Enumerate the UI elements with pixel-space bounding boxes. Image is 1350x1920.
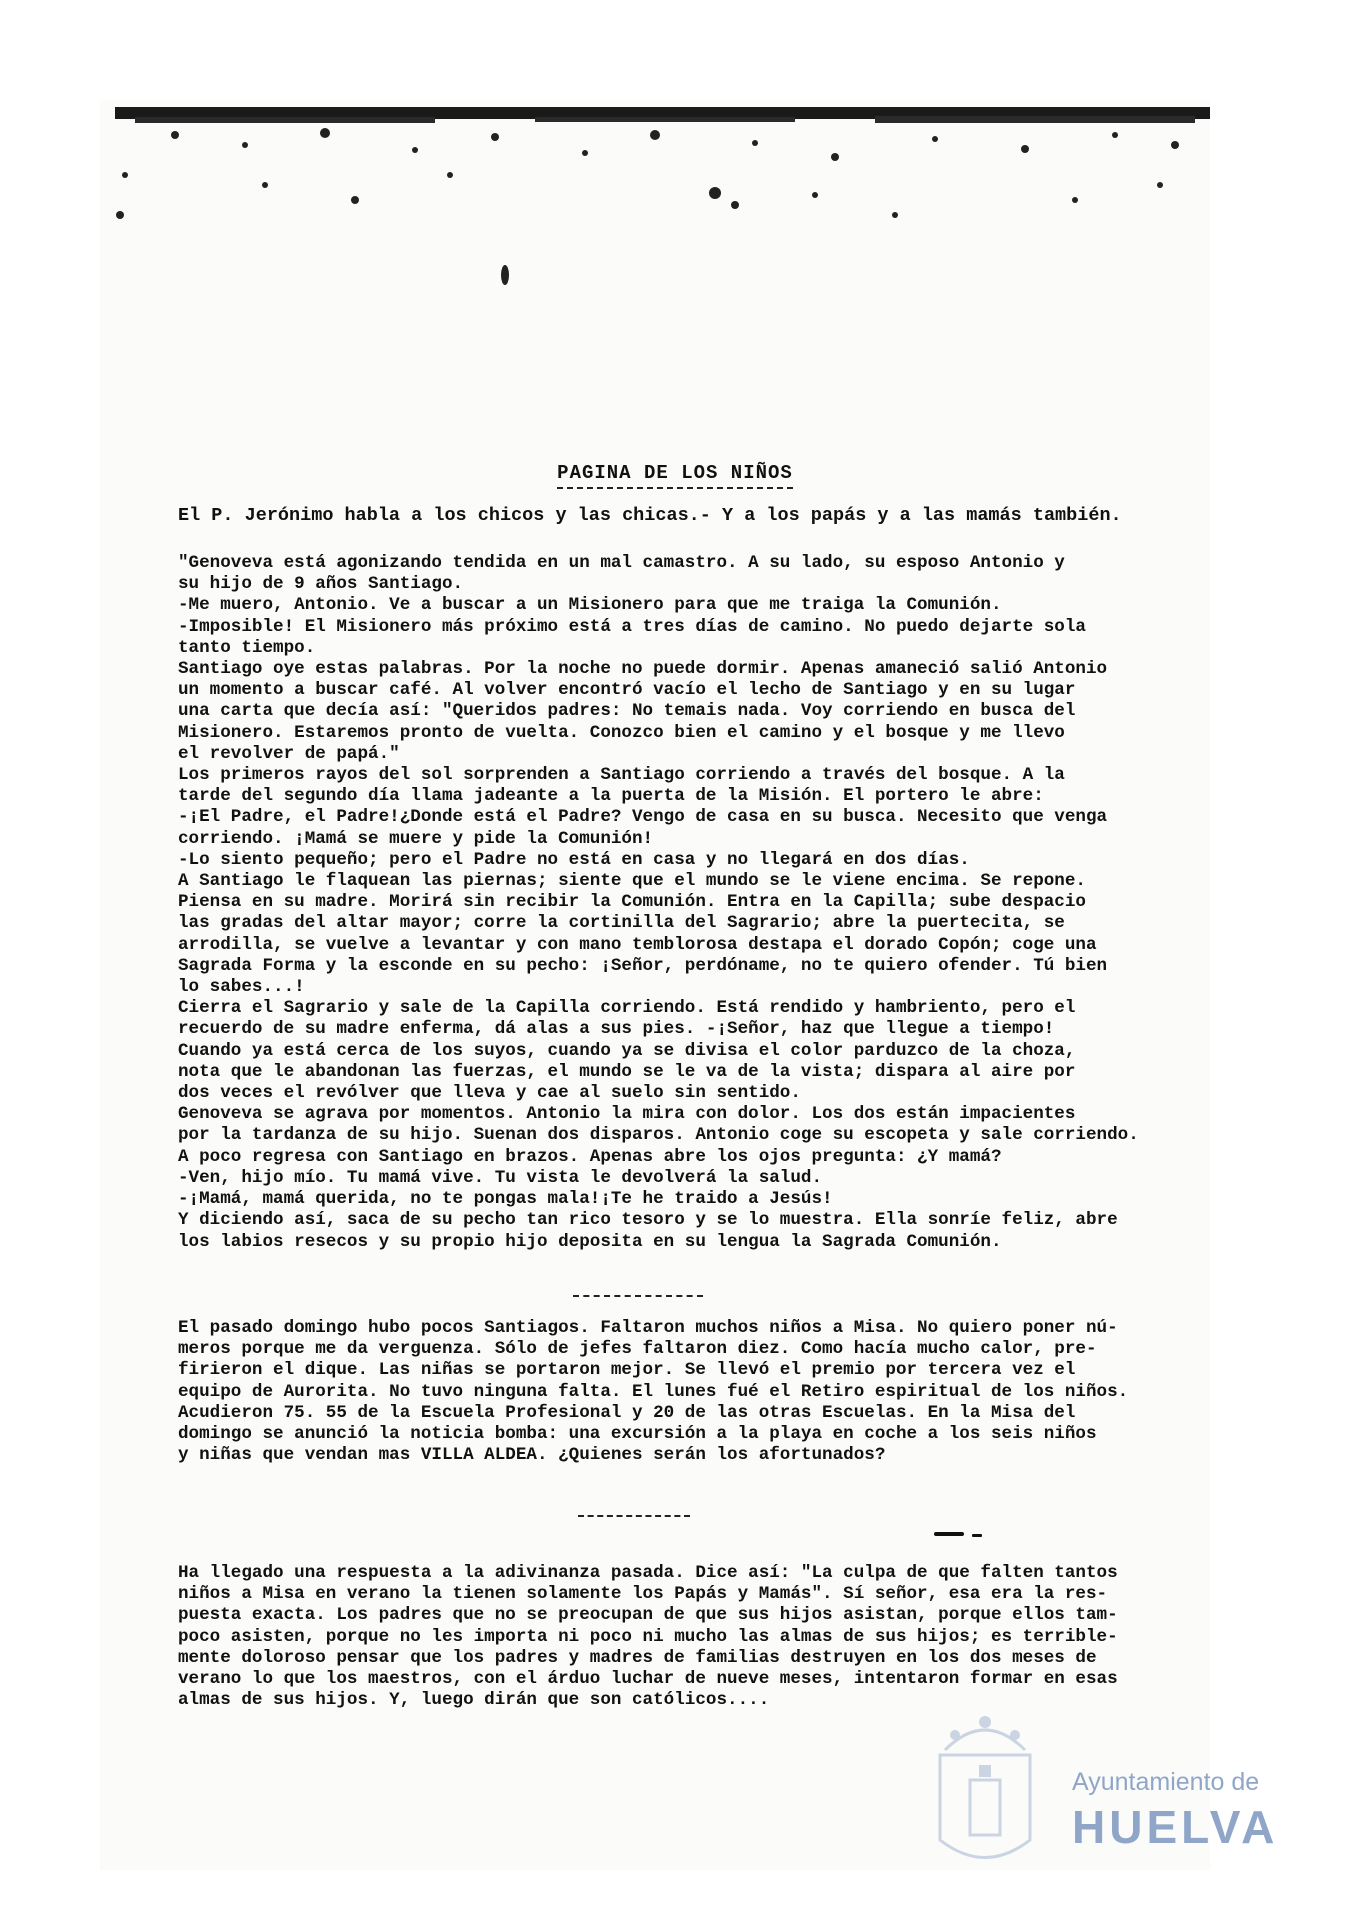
scan-noise-header: [115, 105, 1210, 285]
separator-2: [578, 1515, 690, 1517]
page-subtitle: El P. Jerónimo habla a los chicos y las chicas.- Y a los papás y a las mamás también.: [178, 505, 1122, 526]
story-text: "Genoveva está agonizando tendida en un mal camastro. A su lado, su esposo Antonio y su hijo de 9 años Santiago. -Me muero, Antonio. Ve a buscar a un Misionero para que me traiga la Comunión. -Imposible! El Misionero más próximo está a tres días de camino. No puedo dejarte sola tanto tiempo. Santiago oye estas palabras. Por la noche no puede dormir. Apenas amaneció salió Antonio un momento a buscar café. Al volver encontró vacío el lecho de Santiago y en su lugar una carta que decía así: "Queridos padres: No temais nada. Voy corriendo en busca del Misionero. Estaremos pronto de vuelta. Conozco bien el camino y el bosque y me llevo el revolver de papá." Los primeros rayos del sol sorprenden a Santiago corriendo a través del bosque. A la tarde del segundo día llama jadeante a la puerta de la Misión. El portero le abre: -¡El Padre, el Padre!¿Donde está el Padre? Vengo de casa en su busca. Necesito que venga corriendo. ¡Mamá se muere y pide la Comunión! -Lo siento pequeño; pero el Padre no está en casa y no llegará en dos días. A Santiago le flaquean las piernas; siente que el mundo se le viene encima. Se repone. Piensa en su madre. Morirá sin recibir la Comunión. Entra en la Capilla; sube despacio las gradas del altar mayor; corre la cortinilla del Sagrario; abre la puertecita, se arrodilla, se vuelve a levantar y con mano temblorosa destapa el dorado Copón; coge una Sagrada Forma y la esconde en su pecho: ¡Señor, perdóname, no te quiero ofender. Tú bien lo sabes...! Cierra el Sagrario y sale de la Capilla corriendo. Está rendido y hambriento, pero el recuerdo de su madre enferma, dá alas a sus pies. -¡Señor, haz que llegue a tiempo! Cuando ya está cerca de los suyos, cuando ya se divisa el color parduzco de la choza, nota que le abandonan las fuerzas, el mundo se le va de la vista; dispara al aire por dos veces el revólver que lleva y cae al suelo sin sentido. Genoveva se agrava por momentos. Antonio la mira con dolor. Los dos están impacientes por la tardanza de su hijo. Suenan dos disparos. Antonio coge su escopeta y sale corriendo. A poco regresa con Santiago en brazos. Apenas abre los ojos pregunta: ¿Y mamá? -Ven, hijo mío. Tu mamá vive. Tu vista le devolverá la salud. -¡Mamá, mamá querida, no te pongas mala!¡Te he traido a Jesús! Y diciendo así, saca de su pecho tan rico tesoro y se lo muestra. Ella sonríe feliz, abre los labios resecos y su propio hijo deposita en su lengua la Sagrada Comunión.: [178, 553, 1139, 1252]
separator-1: [573, 1295, 703, 1297]
page-title: PAGINA DE LOS NIÑOS: [0, 462, 1350, 484]
watermark-line1: Ayuntamiento de: [1072, 1768, 1260, 1796]
answer-text: Ha llegado una respuesta a la adivinanza pasada. Dice así: "La culpa de que falten tantos niños a Misa en verano la tienen solamente los Papás y Mamás". Sí señor, esa era la res- puesta exacta. Los padres que no se preocupan de que sus hijos asistan, porque ellos tam- poco asisten, porque no les importa ni poco ni mucho las almas de sus hijos; es terrible- mente doloroso pensar que los padres y madres de familias destruyen en los dos meses de verano lo que los maestros, con el árduo luchar de nueve meses, intentaron formar en esas almas de sus hijos. Y, luego dirán que son católicos....: [178, 1563, 1118, 1711]
ink-mark: [972, 1534, 982, 1537]
news-text: El pasado domingo hubo pocos Santiagos. Faltaron muchos niños a Misa. No quiero poner nú- meros porque me da verguenza. Sólo de jefes faltaron diez. Como hacía mucho calor, pre- firieron el dique. Las niñas se portaron mejor. Se llevó el premio por tercera vez el equipo de Aurorita. No tuvo ninguna falta. El lunes fué el Retiro espiritual de los niños. Acudieron 75. 55 de la Escuela Profesional y 20 de las otras Escuelas. En la Misa del domingo se anunció la noticia bomba: una excursión a la playa en coche a los seis niños y niñas que vendan mas VILLA ALDEA. ¿Quienes serán los afortunados?: [178, 1318, 1129, 1466]
watermark-line2: HUELVA: [1072, 1801, 1279, 1853]
ink-mark: [934, 1532, 964, 1536]
